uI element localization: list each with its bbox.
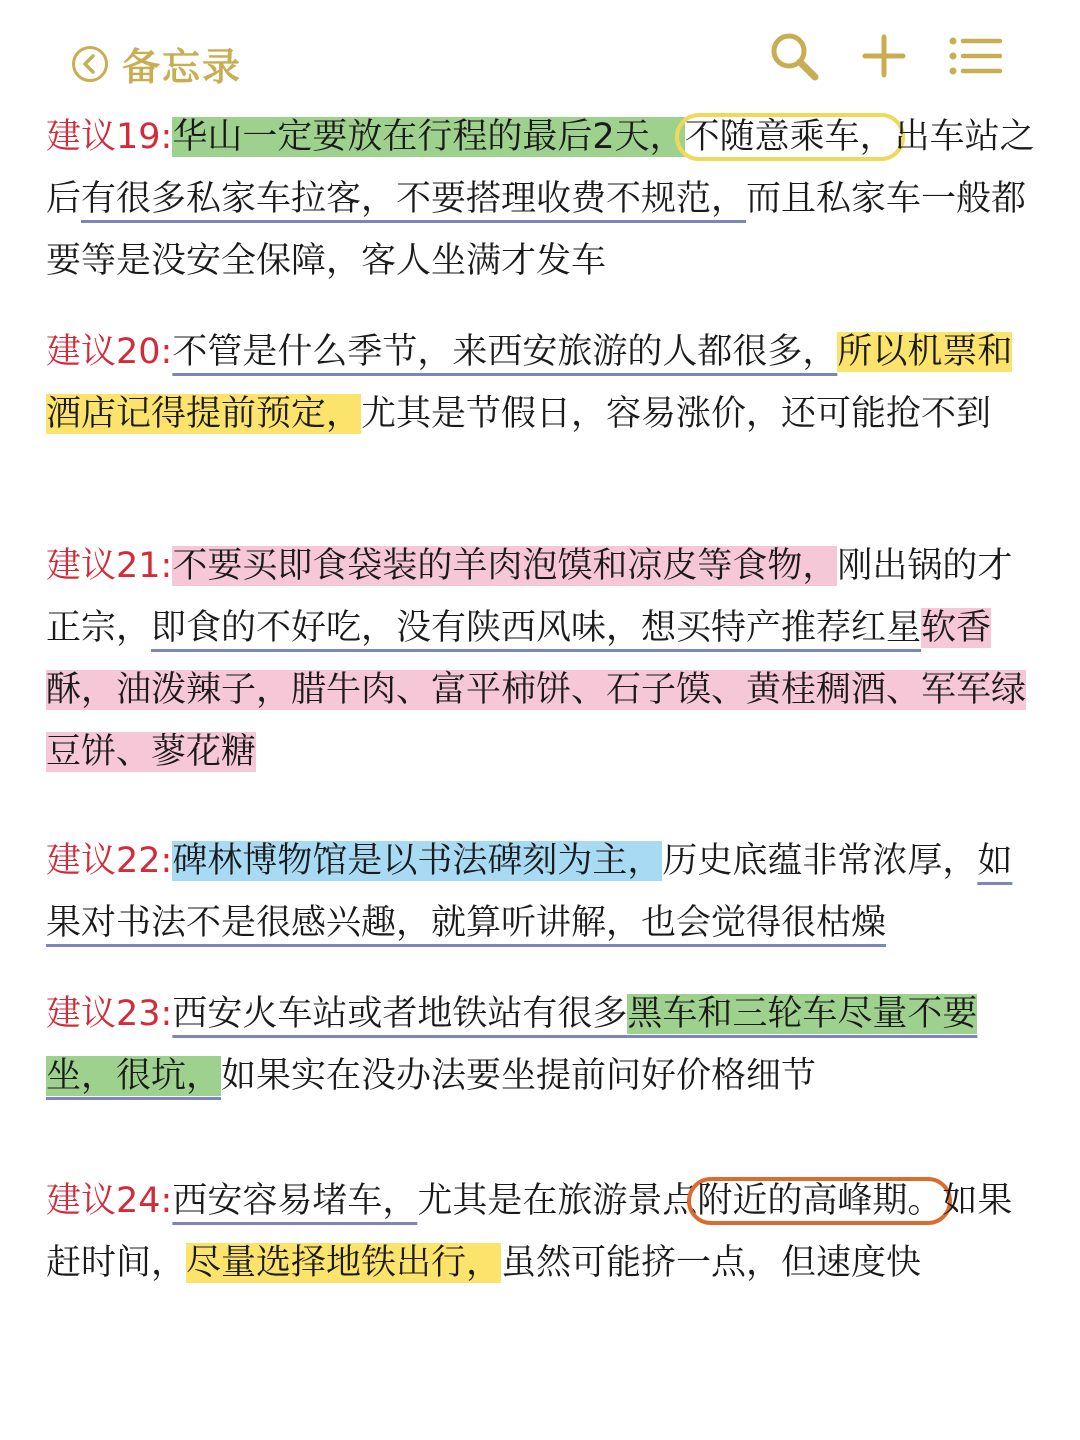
top-bar bbox=[0, 0, 1080, 110]
underlined-text: 西安火车站或者地铁站有很多 bbox=[172, 994, 628, 1034]
add-button[interactable] bbox=[856, 28, 912, 84]
tip-22 bbox=[46, 830, 1038, 954]
highlight-pink: 软香酥，油泼辣子，腊牛肉、富平柿饼、石子馍、黄桂稠酒、军军绿豆饼、蓼花糖 bbox=[46, 608, 1027, 772]
list-button[interactable] bbox=[946, 28, 1002, 84]
tip-text: 刚出锅的才正宗， bbox=[46, 546, 1013, 648]
circled-text: 不随意乘车， bbox=[675, 113, 905, 161]
tip-19 bbox=[46, 106, 1038, 292]
underlined-text: 不管是什么季节，来西安旅游的人都很多， bbox=[172, 332, 838, 372]
tip-text: 尤其是在旅游景点 bbox=[417, 1181, 698, 1221]
highlight-green: 黑车和三轮车尽量不要坐，很坑， bbox=[46, 994, 978, 1096]
tip-label: 建议24: bbox=[46, 1181, 173, 1221]
highlight-green: 华山一定要放在行程的最后2天， bbox=[172, 117, 685, 157]
tip-label: 建议20: bbox=[46, 332, 173, 372]
tip-text: 出车站之后 bbox=[46, 117, 1035, 219]
highlight-yellow: 所以机票和酒店记得提前预定， bbox=[46, 332, 1013, 434]
back-chevron-icon bbox=[70, 44, 110, 84]
search-button[interactable] bbox=[766, 28, 822, 84]
underlined-text: 西安容易堵车， bbox=[172, 1181, 418, 1221]
list-icon bbox=[946, 28, 1002, 84]
plus-icon bbox=[856, 28, 912, 84]
highlight-pink: 不要买即食袋装的羊肉泡馍和凉皮等食物， bbox=[172, 546, 838, 586]
tip-text: 如果实在没办法要坐提前问好价格细节 bbox=[221, 1056, 817, 1096]
underlined-text: 如果对书法不是很感兴趣，就算听讲解，也会觉得很枯燥 bbox=[46, 841, 1013, 943]
tip-text: 历史底蕴非常浓厚， bbox=[662, 841, 978, 881]
search-icon bbox=[766, 28, 822, 84]
highlight-yellow: 尽量选择地铁出行， bbox=[186, 1243, 502, 1283]
back-label: 备忘录 bbox=[122, 45, 243, 89]
tip-text: 如果赶时间， bbox=[46, 1181, 1013, 1283]
highlight-blue: 碑林博物馆是以书法碑刻为主， bbox=[172, 841, 663, 881]
tip-text: 尤其是节假日，容易涨价，还可能抢不到 bbox=[361, 394, 992, 434]
tip-label: 建议23: bbox=[46, 994, 173, 1034]
circled-text: 附近的高峰期。 bbox=[687, 1177, 952, 1225]
tip-text: 而且私家车一般都要等是没安全保障，客人坐满才发车 bbox=[46, 179, 1027, 281]
tip-21 bbox=[46, 535, 1038, 783]
tip-label: 建议21: bbox=[46, 546, 173, 586]
tip-text: 虽然可能挤一点，但速度快 bbox=[501, 1243, 922, 1283]
tip-24 bbox=[46, 1170, 1038, 1294]
tip-23 bbox=[46, 983, 1038, 1107]
tip-label: 建议19: bbox=[46, 117, 173, 157]
tip-label: 建议22: bbox=[46, 841, 173, 881]
tip-20 bbox=[46, 321, 1038, 445]
underlined-text: 有很多私家车拉客，不要搭理收费不规范， bbox=[81, 179, 747, 219]
underlined-text: 即食的不好吃，没有陕西风味，想买特产推荐红星 bbox=[151, 608, 922, 648]
back-button[interactable] bbox=[70, 36, 242, 91]
